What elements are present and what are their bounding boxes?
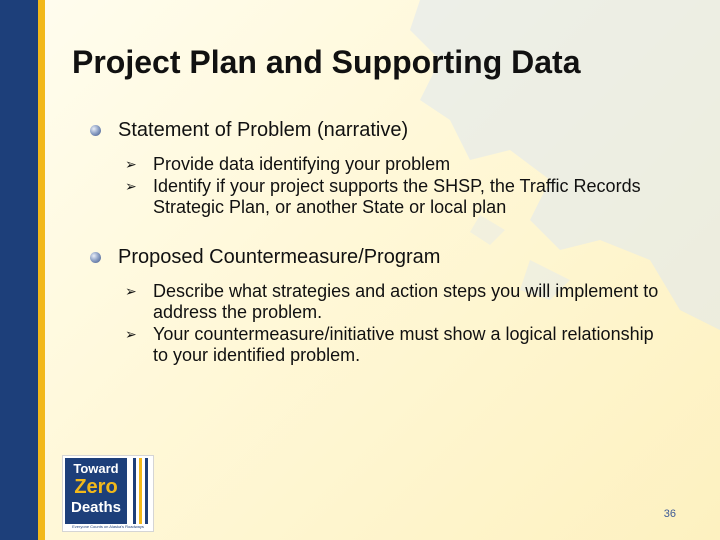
sub-list xyxy=(91,281,673,367)
section-proposed-countermeasure xyxy=(90,244,440,270)
page-number: 36 xyxy=(663,508,676,520)
arrow-bullet-icon: ➢ xyxy=(125,283,137,299)
arrow-bullet-icon: ➢ xyxy=(125,156,137,172)
bullet-ball-icon xyxy=(90,125,101,136)
toward-zero-deaths-logo xyxy=(62,455,154,532)
left-navy-stripe xyxy=(0,0,38,540)
logo-line2: Zero xyxy=(74,476,118,498)
logo-tagline: Everyone Counts on Alaska's Roadways xyxy=(72,524,144,529)
sub-list-item xyxy=(125,154,713,175)
sub-item-text: Provide data identifying your problem xyxy=(153,154,451,174)
logo-graphic xyxy=(63,456,153,531)
section-statement-of-problem xyxy=(90,117,408,143)
slide-title: Project Plan and Supporting Data xyxy=(72,44,581,80)
section-heading: Statement of Problem (narrative) xyxy=(118,119,409,141)
logo-line1: Toward xyxy=(73,461,119,476)
arrow-bullet-icon: ➢ xyxy=(125,326,137,342)
sub-item-text: Identify if your project supports the SHSP, the Traffic Records Strategic Plan, or another State or local plan xyxy=(153,176,641,217)
arrow-bullet-icon: ➢ xyxy=(125,178,137,194)
logo-line3: Deaths xyxy=(70,499,122,516)
section-heading: Proposed Countermeasure/Program xyxy=(118,246,441,268)
left-gold-stripe xyxy=(38,0,45,540)
bullet-ball-icon xyxy=(90,252,101,263)
sub-item-text: Your countermeasure/initiative must show a logical relationship to your identified problem. xyxy=(153,324,654,365)
sub-item-text: Describe what strategies and action steps you will implement to address the problem. xyxy=(153,281,659,322)
sub-list-item xyxy=(125,324,673,366)
sub-list-item xyxy=(125,281,673,323)
sub-list xyxy=(91,154,713,219)
sub-list-item xyxy=(125,176,713,218)
bullet-item xyxy=(90,117,408,143)
bullet-item xyxy=(90,244,440,270)
